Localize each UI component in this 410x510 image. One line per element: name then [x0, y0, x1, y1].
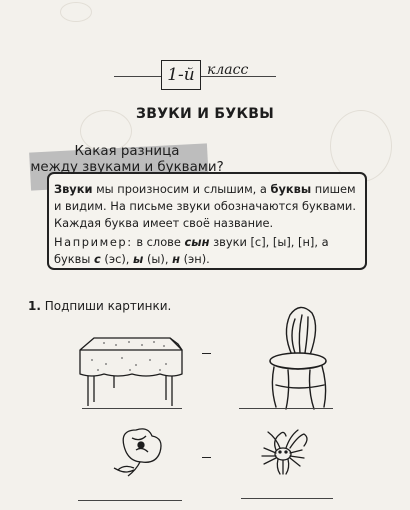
task-heading [28, 299, 171, 313]
info-paragraph-example [54, 234, 366, 268]
example-label: Например: [54, 235, 133, 249]
poppy-icon [110, 424, 170, 480]
example-letter: с [93, 252, 101, 266]
chair-icon [262, 303, 332, 413]
dash-separator [202, 353, 211, 354]
info-text: мы произносим и слышим, а [92, 182, 271, 196]
task-text: Подпиши картинки. [40, 299, 172, 313]
crayfish-icon [254, 426, 312, 478]
info-paragraph-rule [54, 181, 366, 232]
grade-rule-left [114, 76, 164, 77]
example-letter: н [172, 252, 180, 266]
grade-number: 1-й [167, 65, 195, 85]
bleed-through-shape [60, 2, 92, 22]
grade-word: класс [207, 62, 249, 78]
callout-line-1: Какая разница [74, 144, 180, 159]
grade-number-box [161, 60, 201, 90]
callout-question [22, 144, 232, 176]
answer-line-poppy[interactable] [78, 500, 182, 501]
info-text: в слове [132, 235, 185, 249]
example-letter: ы [133, 252, 144, 266]
info-text: пишем и видим. На письме звуки обозначаются буквами. Каждая буква имеет своё название. [54, 182, 356, 230]
term-sounds: Звуки [54, 182, 93, 196]
table-icon [74, 330, 186, 410]
task-number: 1. [28, 299, 41, 313]
term-letters: буквы [270, 182, 312, 196]
example-word: сын [184, 235, 210, 249]
info-text: (эн). [179, 252, 210, 266]
page-title: ЗВУКИ И БУКВЫ [135, 106, 275, 122]
callout-line-2: между звуками и буквами? [30, 160, 224, 175]
answer-line-crayfish[interactable] [241, 498, 333, 499]
answer-line-table[interactable] [82, 408, 182, 409]
info-text: (эс), [100, 252, 134, 266]
info-text: (ы), [143, 252, 173, 266]
info-text: звуки [с], [ы], [н], а буквы [54, 235, 329, 266]
answer-line-chair[interactable] [239, 408, 333, 409]
dash-separator [202, 457, 211, 458]
